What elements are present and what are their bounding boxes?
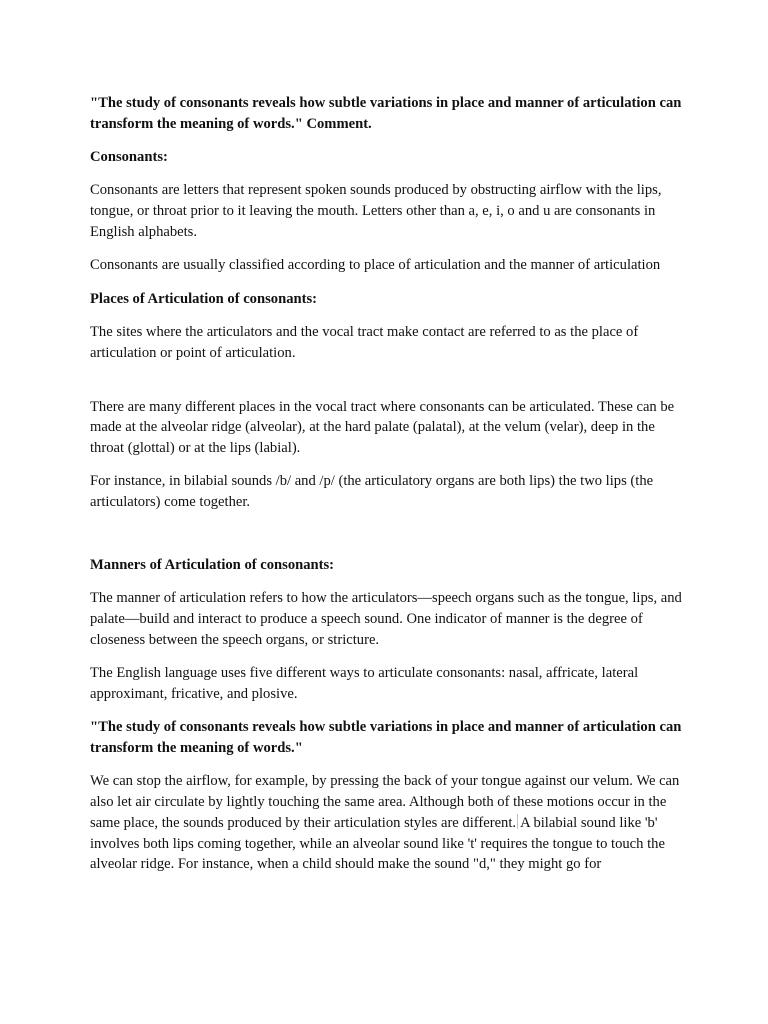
blank-line (90, 376, 682, 397)
final-paragraph (90, 771, 682, 875)
final-paragraph-part-2: A bilabial sound like 'b' involves both lips coming together, while an alveolar sound like 't' requires the tongue to touch the alveolar ridge. For instance, when a child should make the sound "d," they might go for (90, 814, 665, 873)
final-paragraph-part-1: We can stop the airflow, for example, by pressing the back of your tongue against our velum. We can also let air circulate by lightly touching the same area. Although both of these motions occur in the same place, the sounds produced by their articulation styles are different. (90, 773, 680, 831)
places-paragraph-1: The sites where the articulators and the vocal tract make contact are referred to as the place of articulation or point of articulation. (90, 324, 639, 361)
question-heading: "The study of consonants reveals how subtle variations in place and manner of articulation can transform the meaning of words." Comment. (90, 95, 682, 132)
blank-line (90, 526, 682, 547)
consonants-paragraph-1: Consonants are letters that represent spoken sounds produced by obstructing airflow with the lips, tongue, or throat prior to it leaving the mouth. Letters other than a, e, i, o and u are consonants in English alphabets. (90, 182, 662, 240)
consonants-paragraph-2: Consonants are usually classified according to place of articulation and the manner of articulation (90, 257, 661, 274)
blank-line (90, 546, 682, 555)
document-page (90, 93, 682, 888)
places-paragraph-3: For instance, in bilabial sounds /b/ and /p/ (the articulatory organs are both lips) the two lips (the articulators) come together. (90, 473, 654, 511)
manners-paragraph-2: The English language uses five different ways to articulate consonants: nasal, affricate, lateral approximant, fricative, and plosive. (90, 665, 639, 702)
manners-paragraph-1: The manner of articulation refers to how the articulators—speech organs such as the tongue, lips, and palate—build and interact to produce a speech sound. One indicator of manner is the degree of closeness between the speech organs, or stricture. (90, 590, 682, 648)
places-paragraph-2: There are many different places in the vocal tract where consonants can be articulated. These can be made at the alveolar ridge (alveolar), at the hard palate (palatal), at the velum (velar), deep in the throat (glottal) or at the lips (labial). (90, 398, 675, 457)
manners-heading: Manners of Articulation of consonants: (90, 557, 335, 574)
places-heading: Places of Articulation of consonants: (90, 290, 318, 307)
consonants-heading: Consonants: (90, 149, 168, 166)
text-cursor-icon (517, 814, 518, 829)
quote-heading: "The study of consonants reveals how subtle variations in place and manner of articulation can transform the meaning of words." (90, 719, 682, 757)
